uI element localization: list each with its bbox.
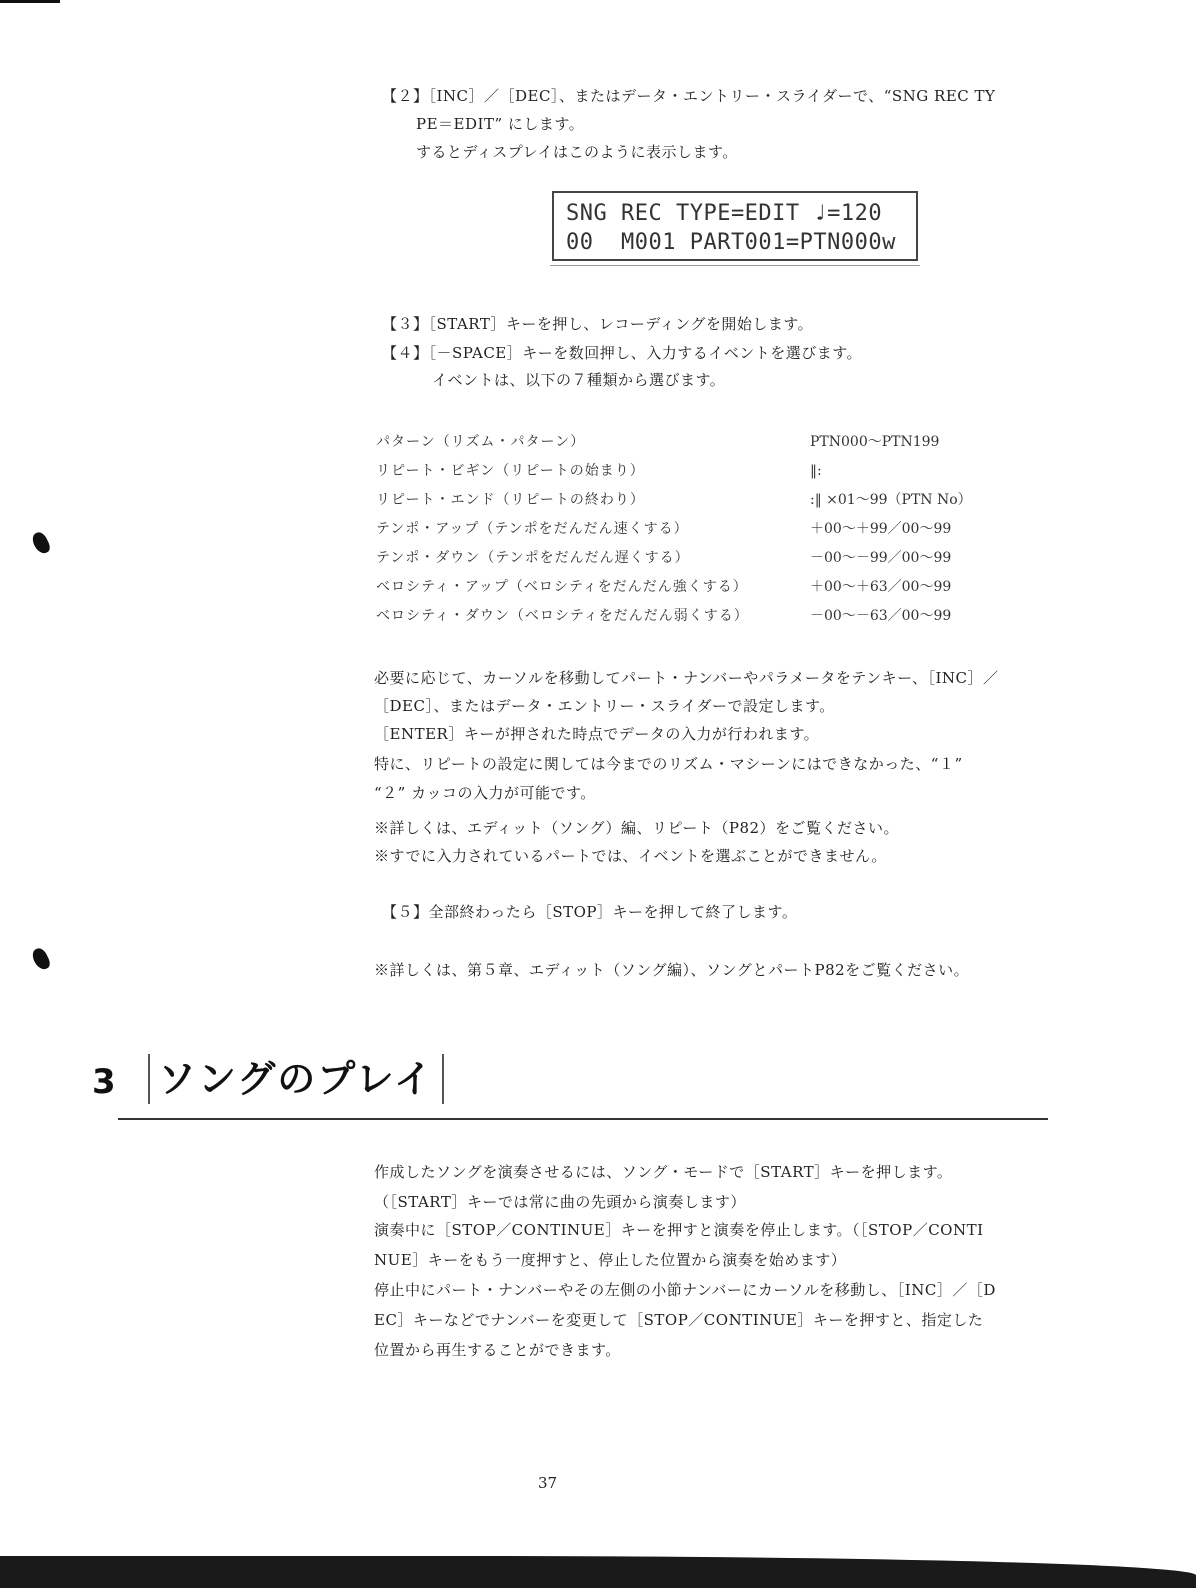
- play-line5: 停止中にパート・ナンバーやその左側の小節ナンバーにカーソルを移動し、［INC］／［D: [374, 1281, 996, 1299]
- play-line1: 作成したソングを演奏させるには、ソング・モードで［START］キーを押します。: [374, 1163, 953, 1181]
- lcd-row-2: 00 M001 PART001=PTN000w: [566, 230, 896, 255]
- play-line4: NUE］キーをもう一度押すと、停止した位置から演奏を始めます）: [374, 1251, 847, 1269]
- step4-line2: イベントは、以下の７種類から選びます。: [432, 371, 726, 389]
- event-name: ベロシティ・ダウン（ベロシティをだんだん弱くする）: [376, 608, 749, 624]
- corner-mark: [0, 0, 60, 13]
- notes-line5: “２” カッコの入力が可能です。: [374, 784, 596, 802]
- event-code: －00～－99／00～99: [810, 550, 952, 566]
- notes-line4: 特に、リピートの設定に関しては今までのリズム・マシーンにはできなかった、“１”: [374, 755, 963, 773]
- event-name: ベロシティ・アップ（ベロシティをだんだん強くする）: [376, 579, 748, 595]
- step5: 【５】全部終わったら［STOP］キーを押して終了します。: [382, 903, 798, 921]
- step2-line2: PE＝EDIT” にします。: [416, 115, 585, 133]
- step2-line3: するとディスプレイはこのように表示します。: [416, 143, 738, 161]
- notes-line2: ［DEC］、またはデータ・エントリー・スライダーで設定します。: [374, 697, 835, 715]
- section-number: 3: [92, 1062, 116, 1102]
- event-name: テンポ・アップ（テンポをだんだん速くする）: [376, 521, 689, 537]
- event-code: :‖ ×01～99（PTN No）: [810, 492, 972, 508]
- event-code: ＋00～＋99／00～99: [810, 521, 952, 537]
- reference-note: ※詳しくは、第５章、エディット（ソング編）、ソングとパートP82をご覧ください。: [374, 961, 970, 979]
- event-name: パターン（リズム・パターン）: [376, 434, 586, 450]
- event-code: －00～－63／00～99: [810, 608, 952, 624]
- step4-line1: 【４】［－SPACE］キーを数回押し、入力するイベントを選びます。: [382, 344, 863, 362]
- play-line7: 位置から再生することができます。: [374, 1341, 621, 1359]
- notes-line3: ［ENTER］キーが押された時点でデータの入力が行われます。: [374, 725, 820, 743]
- step2-line1: 【２】［INC］／［DEC］、またはデータ・エントリー・スライダーで、“SNG REC TY: [382, 87, 996, 105]
- punch-hole-mark: [30, 530, 52, 556]
- event-code: PTN000～PTN199: [810, 434, 940, 450]
- lcd-underline: [550, 259, 920, 266]
- step3: 【３】［START］キーを押し、レコーディングを開始します。: [382, 315, 814, 333]
- event-code: ＋00～＋63／00～99: [810, 579, 952, 595]
- play-line6: EC］キーなどでナンバーを変更して［STOP／CONTINUE］キーを押すと、指定した: [374, 1311, 984, 1329]
- event-code: ‖:: [810, 463, 822, 479]
- event-name: リピート・ビギン（リピートの始まり）: [376, 463, 645, 479]
- lcd-display: [552, 191, 918, 261]
- section-divider: [118, 1118, 1048, 1120]
- play-line2: （［START］キーでは常に曲の先頭から演奏します）: [374, 1193, 746, 1211]
- event-name: リピート・エンド（リピートの終わり）: [376, 492, 645, 508]
- play-line3: 演奏中に［STOP／CONTINUE］キーを押すと演奏を停止します。（［STOP／CONTI: [374, 1221, 984, 1239]
- lcd-row-1: SNG REC TYPE=EDIT ♩=120: [566, 201, 883, 226]
- section-title: ソングのプレイ: [148, 1054, 444, 1104]
- notes-line1: 必要に応じて、カーソルを移動してパート・ナンバーやパラメータをテンキー、［INC］／: [374, 669, 999, 687]
- punch-hole-mark: [30, 946, 52, 972]
- notes-line6: ※詳しくは、エディット（ソング）編、リピート（P82）をご覧ください。: [374, 819, 900, 837]
- page-number: 37: [538, 1474, 558, 1492]
- notes-line7: ※すでに入力されているパートでは、イベントを選ぶことができません。: [374, 847, 887, 865]
- scan-edge-bar: [0, 1556, 1196, 1588]
- event-name: テンポ・ダウン（テンポをだんだん遅くする）: [376, 550, 690, 566]
